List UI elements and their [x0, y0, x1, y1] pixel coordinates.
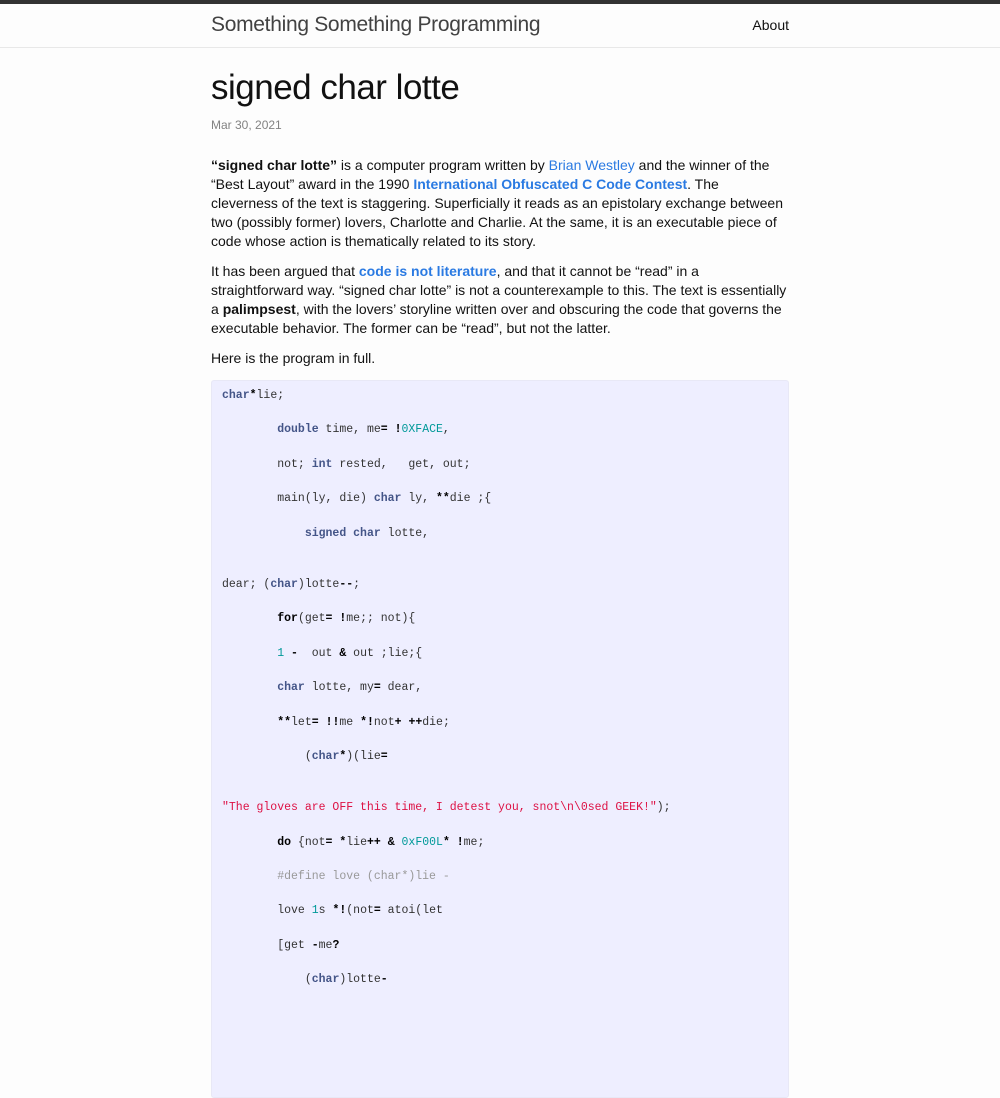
code-token: #define love (char*)lie - — [277, 870, 450, 884]
code-token: char — [353, 526, 381, 540]
code-blank-line — [222, 561, 778, 578]
code-token: (get — [297, 612, 326, 626]
code-token: time, me — [318, 423, 381, 437]
code-token: )lotte — [297, 577, 340, 591]
code-token: = — [373, 681, 381, 695]
code-token — [222, 647, 277, 660]
code-token: ); — [656, 801, 671, 815]
code-line — [222, 801, 778, 835]
code-block — [211, 380, 789, 1098]
code-token: char — [311, 973, 340, 987]
code-token: = — [373, 904, 381, 918]
code-token: out — [297, 646, 340, 660]
code-token: -- — [339, 577, 354, 591]
post-date: Mar 30, 2021 — [211, 118, 282, 132]
code-token: int — [311, 457, 333, 471]
code-token — [319, 716, 326, 729]
code-token — [222, 904, 277, 917]
text: is a computer program written by — [337, 157, 549, 173]
code-token: 1 — [277, 646, 285, 660]
code-token: * — [339, 835, 347, 849]
post-content — [211, 156, 789, 1098]
code-blank-line — [222, 784, 778, 801]
code-token: [get — [277, 938, 312, 952]
code-token: = — [311, 715, 319, 729]
code-token: *! — [332, 904, 347, 918]
code-line — [222, 423, 778, 457]
code-token: s — [318, 904, 333, 918]
code-token: ++ — [366, 835, 381, 849]
code-token: lotte, — [380, 526, 430, 540]
text: , and that it cannot be “read” in a straightforward way. “signed char lotte” is not a counterexample to this. The text is essentially a — [211, 263, 787, 317]
code-token: , — [442, 423, 450, 437]
code-token: = — [380, 749, 388, 763]
code-line — [222, 836, 778, 870]
code-token: !! — [325, 715, 340, 729]
code-token: *! — [360, 715, 374, 729]
code-line — [222, 612, 778, 646]
code-token: char — [311, 749, 340, 763]
author-link[interactable]: Brian Westley — [548, 157, 635, 173]
code-token — [222, 527, 305, 540]
code-line — [222, 750, 778, 784]
code-token — [222, 836, 277, 849]
code-token: dear, — [380, 681, 423, 695]
code-token: not — [373, 715, 395, 729]
code-token — [284, 647, 291, 660]
code-token: rested, get, out; — [332, 457, 471, 471]
code-token: )lotte — [339, 973, 381, 987]
code-token: ! — [456, 835, 464, 849]
site-header — [0, 4, 1000, 48]
literature-link[interactable]: code is not literature — [358, 263, 497, 279]
code-token — [381, 836, 388, 849]
code-line — [222, 389, 778, 423]
post-article — [211, 48, 789, 1098]
paragraph-intro — [211, 156, 789, 251]
bold-title: “signed char lotte” — [211, 157, 338, 173]
code-line — [222, 492, 778, 526]
text: , with the lovers’ storyline written over and obscuring the code that governs the executable behavior. The former can be “read”, but not the latter. — [211, 301, 782, 336]
code-token: 0xF00L — [401, 835, 443, 849]
code-token — [222, 939, 277, 952]
code-token — [222, 612, 277, 625]
code-line — [222, 939, 778, 973]
code-token: 1 — [311, 904, 319, 918]
code-token: - — [291, 646, 298, 660]
code-token: ! — [394, 423, 402, 437]
code-token: lie; — [256, 389, 285, 402]
code-token: do — [277, 835, 292, 849]
code-line — [222, 458, 778, 492]
code-token: ; — [353, 577, 361, 591]
code-token: ? — [332, 938, 340, 952]
code-token: main(ly, die) — [277, 492, 374, 506]
code-token: (not — [346, 904, 374, 918]
code-token — [222, 750, 305, 763]
text: It has been argued that — [211, 263, 359, 279]
code-token — [222, 423, 277, 436]
paragraph-argument — [211, 262, 789, 338]
code-token: die; — [422, 715, 450, 729]
code-token: atoi(let — [380, 904, 443, 918]
code-token: lotte, my — [304, 681, 374, 695]
code-token: & — [387, 835, 395, 849]
code-token: + — [394, 715, 402, 729]
code-token: ++ — [408, 715, 423, 729]
code-token: * — [339, 749, 347, 763]
code-token: ** — [277, 715, 292, 729]
code-token: ly, — [401, 492, 436, 506]
code-token — [450, 836, 457, 849]
code-token: ( — [304, 749, 312, 763]
code-token: - — [380, 973, 388, 987]
code-token: * — [249, 389, 257, 402]
code-line — [222, 681, 778, 715]
code-token: not; — [277, 457, 312, 471]
code-token: me — [318, 938, 333, 952]
code-line — [222, 904, 778, 938]
code-token: ( — [304, 973, 312, 987]
code-token: me;; not){ — [346, 612, 416, 626]
contest-link[interactable]: International Obfuscated C Code Contest — [413, 176, 688, 192]
bold-palimpsest: palimpsest — [222, 301, 296, 317]
code-token: = — [380, 423, 388, 437]
site-title-link[interactable]: Something Something Programming — [211, 13, 541, 36]
code-token: & — [339, 646, 347, 660]
code-token: 0XFACE — [401, 423, 443, 437]
code-token: me — [339, 715, 361, 729]
code-line — [222, 716, 778, 750]
code-line — [222, 647, 778, 681]
code-token: char — [270, 577, 298, 591]
text: and the winner of the “Best Layout” award in the 1990 — [211, 157, 770, 192]
code-token: - — [311, 938, 319, 952]
code-token: )(lie — [346, 749, 381, 763]
code-line — [222, 973, 778, 1007]
code-token: for — [277, 612, 298, 626]
code-token: char — [222, 389, 250, 402]
code-token: lie — [346, 835, 367, 849]
code-token — [222, 458, 277, 471]
paragraph-program-intro: Here is the program in full. — [211, 350, 376, 366]
code-token: out ;lie;{ — [346, 646, 423, 660]
code-token: dear; ( — [222, 577, 271, 591]
nav-about-link[interactable]: About — [752, 17, 789, 33]
code-token — [222, 492, 277, 505]
code-token: ** — [435, 492, 450, 506]
code-token — [222, 870, 277, 883]
code-token: = — [325, 612, 333, 626]
text: . The cleverness of the text is staggering. Superficially it reads as an epistolary exchange between two (possibly former) lovers, Charlotte and Charlie. At the same, it is an executable piece of code whose action is thematically related to its story. — [211, 176, 783, 249]
code-token — [222, 681, 277, 694]
code-line — [222, 870, 778, 904]
code-token: {not — [291, 835, 326, 849]
code-token: love — [277, 904, 312, 918]
code-line — [222, 578, 778, 612]
code-token — [395, 836, 402, 849]
code-token — [388, 423, 395, 436]
code-token: char — [277, 681, 305, 695]
code-token — [222, 973, 305, 986]
code-line — [222, 527, 778, 561]
code-token: die ;{ — [449, 492, 492, 506]
code-token: "The gloves are OFF this time, I detest you, snot\n\0sed GEEK!" — [222, 801, 657, 815]
code-token — [222, 716, 277, 729]
code-token: * — [442, 835, 450, 849]
code-token: signed — [304, 526, 347, 540]
code-token: let — [291, 715, 312, 729]
code-token: = — [325, 835, 333, 849]
code-token: me; — [463, 835, 485, 849]
code-token: ! — [339, 612, 347, 626]
code-token: char — [373, 492, 402, 506]
post-title: signed char lotte — [211, 68, 460, 107]
code-token: double — [277, 423, 319, 437]
